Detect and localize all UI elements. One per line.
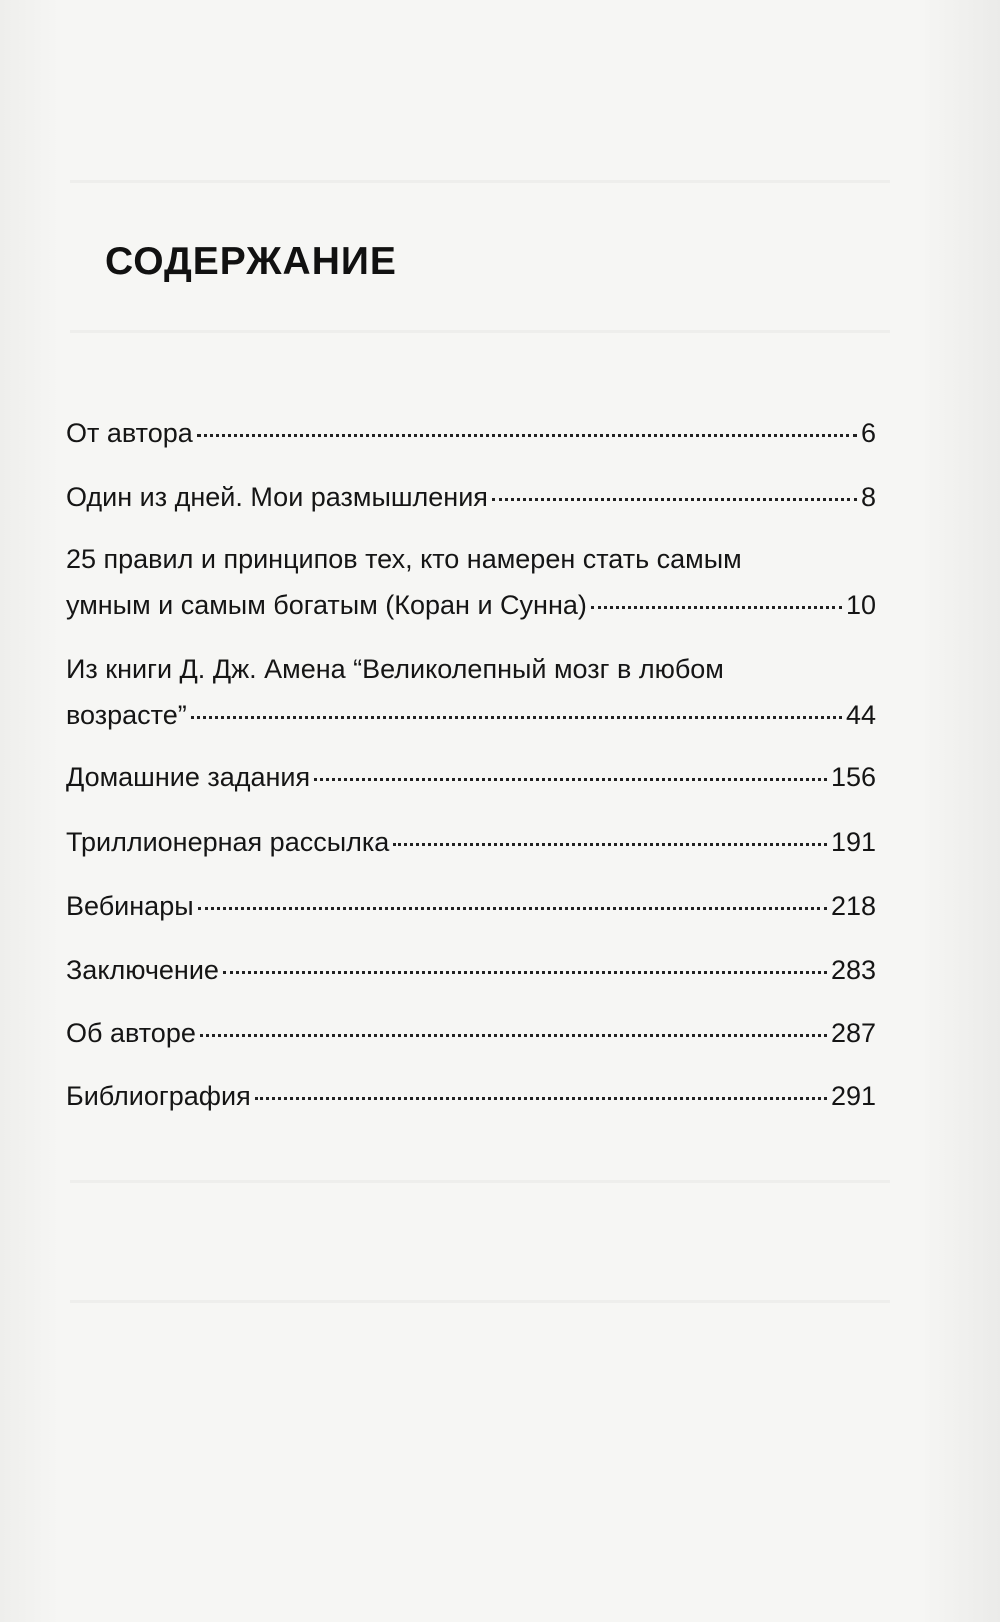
toc-entry-webinars[interactable] [66, 883, 876, 929]
toc-entry-page: 44 [845, 700, 876, 730]
bleed-through-line [70, 330, 890, 333]
bleed-through-line [70, 1300, 890, 1303]
dot-leader [223, 971, 827, 974]
dot-leader [198, 907, 827, 910]
dot-leader [197, 434, 857, 437]
toc-entry-one-day[interactable] [66, 474, 876, 520]
toc-entry-amen-book[interactable] [66, 646, 876, 738]
toc-entry-page: 291 [830, 1081, 876, 1111]
toc-entry-page: 8 [860, 482, 876, 512]
toc-entry-conclusion[interactable] [66, 947, 876, 993]
dot-leader [492, 498, 857, 501]
toc-entry-title: Заключение [66, 955, 219, 985]
toc-entry-trillion-mailing[interactable] [66, 819, 876, 865]
toc-entry-page: 6 [860, 418, 876, 448]
toc-entry-from-author[interactable] [66, 410, 876, 456]
toc-entry-title: Домашние задания [66, 762, 311, 792]
toc-entry-page: 156 [830, 762, 876, 792]
toc-entry-about-author[interactable] [66, 1010, 876, 1056]
dot-leader [255, 1097, 827, 1100]
toc-entry-25-rules[interactable] [66, 536, 876, 628]
toc-entry-page: 287 [830, 1018, 876, 1048]
toc-entry-title: Библиография [66, 1081, 251, 1111]
dot-leader [191, 716, 842, 719]
toc-entry-title: Триллионерная рассылка [66, 827, 390, 857]
toc-entry-page: 10 [845, 590, 876, 620]
toc-entry-page: 283 [830, 955, 876, 985]
toc-entry-page: 218 [830, 891, 876, 921]
toc-entry-title: возрасте” [66, 700, 187, 730]
bleed-through-line [70, 1180, 890, 1183]
dot-leader [314, 778, 827, 781]
page-title: СОДЕРЖАНИЕ [105, 240, 397, 283]
toc-entry-title: Об авторе [66, 1018, 196, 1048]
toc-entry-title: От автора [66, 418, 193, 448]
toc-entry-title-line-1: Из книги Д. Дж. Амена “Великолепный мозг в любом [66, 654, 724, 684]
bleed-through-line [70, 180, 890, 183]
dot-leader [200, 1034, 827, 1037]
toc-entry-title: умным и самым богатым (Коран и Сунна) [66, 590, 587, 620]
toc-entry-homework[interactable] [66, 754, 876, 800]
toc-entry-title-line-1: 25 правил и принципов тех, кто намерен стать самым [66, 544, 742, 574]
dot-leader [393, 843, 827, 846]
toc-entry-title: Один из дней. Мои размышления [66, 482, 488, 512]
dot-leader [591, 606, 842, 609]
toc-entry-bibliography[interactable] [66, 1073, 876, 1119]
toc-entry-page: 191 [830, 827, 876, 857]
toc-entry-title: Вебинары [66, 891, 194, 921]
